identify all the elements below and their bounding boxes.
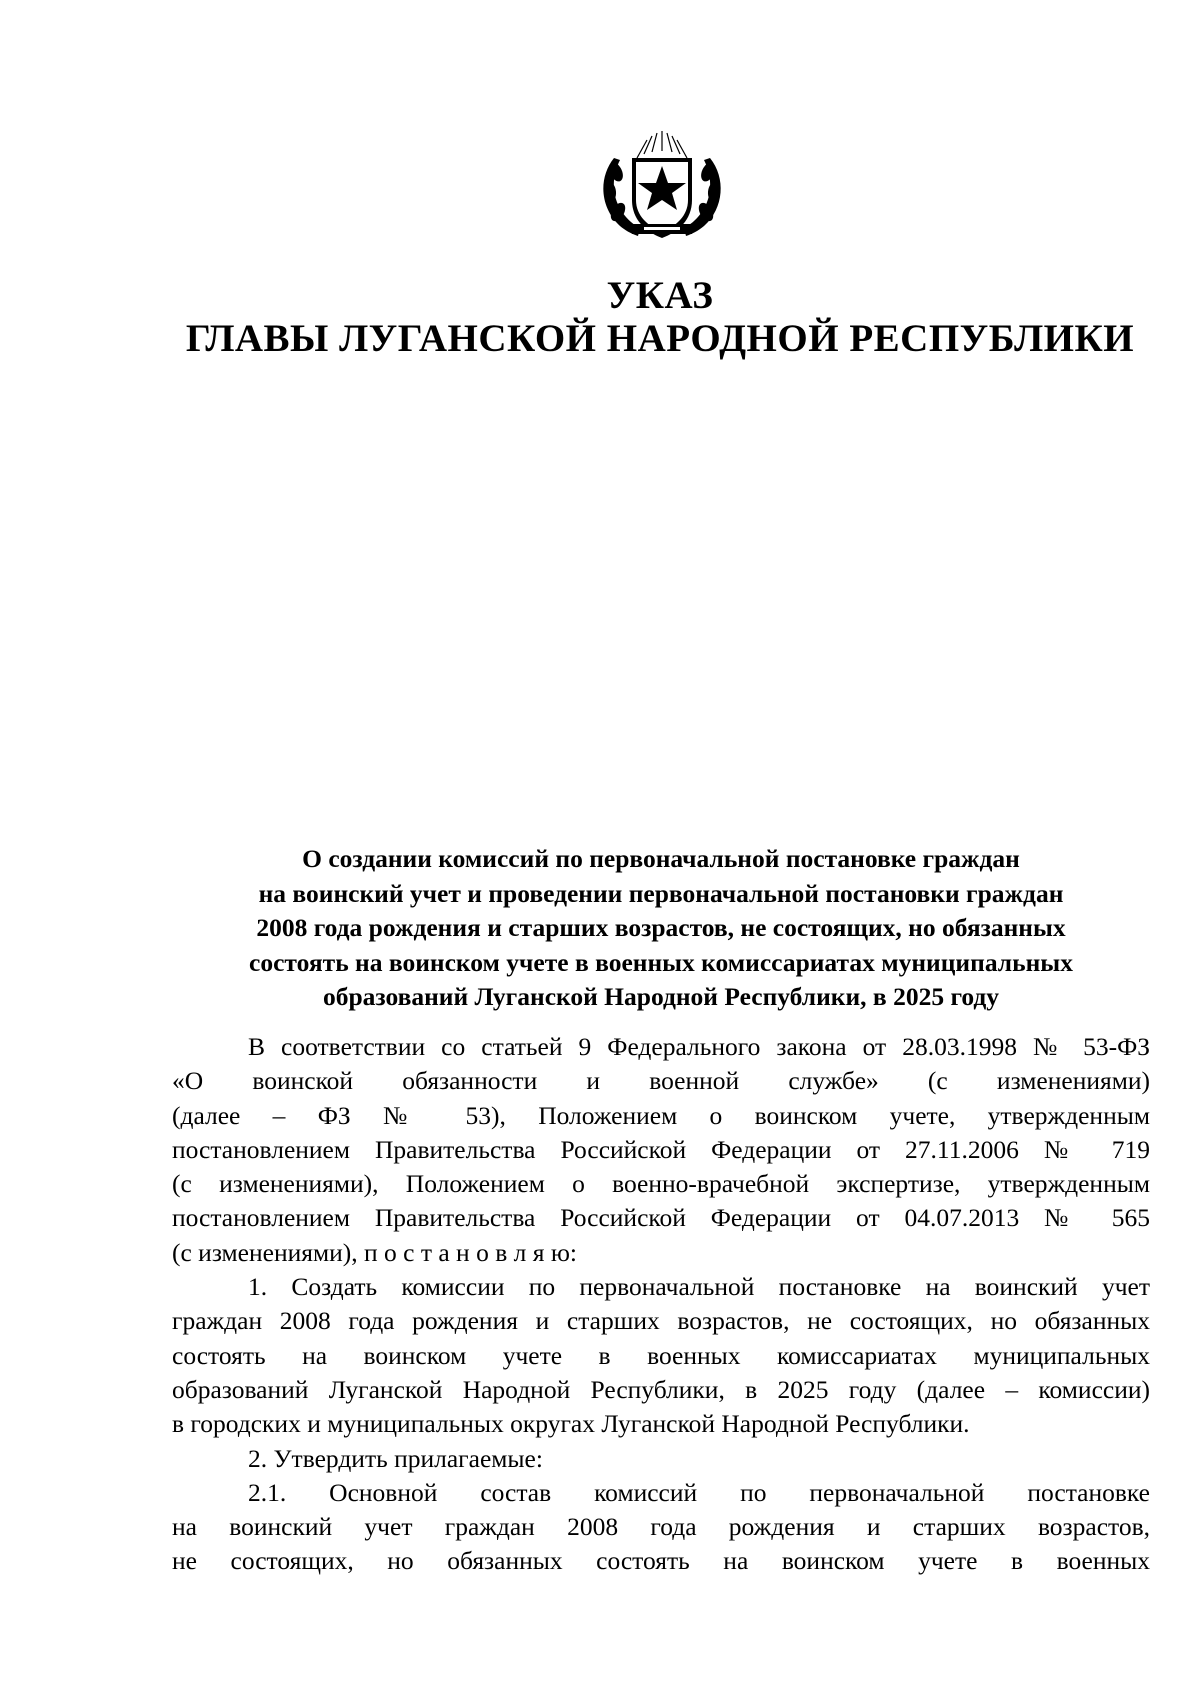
body-line: (далее – ФЗ № 53), Положением о воинском учете, утвержденным — [172, 1100, 1150, 1130]
heading-line: 2008 года рождения и старших возрастов, не состоящих, но обязанных — [256, 913, 1066, 942]
decree-title: УКАЗ — [606, 274, 714, 317]
heading-line: на воинский учет и проведении первоначальной постановки граждан — [258, 878, 1064, 908]
body-line: (с изменениями), п о с т а н о в л я ю: — [172, 1237, 577, 1267]
heading-line: состоять на воинском учете в военных комиссариатах муниципальных — [249, 947, 1073, 977]
body-line: (с изменениями), Положением о военно-врачебной экспертизе, утвержденным — [172, 1169, 1150, 1199]
document-body — [172, 1030, 1150, 1579]
body-line: В соответствии со статьей 9 Федерального закона от 28.03.1998 № 53-ФЗ — [248, 1032, 1150, 1061]
coat-of-arms-icon — [592, 128, 732, 248]
body-line: граждан 2008 года рождения и старших возрастов, не состоящих, но обязанных — [172, 1306, 1150, 1336]
body-line: постановлением Правительства Российской Федерации от 27.11.2006 № 719 — [172, 1134, 1150, 1164]
body-line: на воинский учет граждан 2008 года рождения и старших возрастов, — [172, 1512, 1150, 1542]
heading-line: образований Луганской Народной Республики, в 2025 году — [322, 982, 1000, 1011]
body-line: не состоящих, но обязанных состоять на воинском учете в военных — [172, 1546, 1150, 1576]
body-line: 1. Создать комиссии по первоначальной постановке на воинский учет — [248, 1272, 1150, 1302]
body-line: состоять на воинском учете в военных комиссариатах муниципальных — [172, 1340, 1150, 1370]
body-line: в городских и муниципальных округах Луганской Народной Республики. — [172, 1409, 970, 1439]
decree-issuer-title: ГЛАВЫ ЛУГАНСКОЙ НАРОДНОЙ РЕСПУБЛИКИ — [185, 317, 1135, 360]
body-line: образований Луганской Народной Республики, в 2025 году (далее – комиссии) — [172, 1374, 1150, 1404]
body-line: 2. Утвердить прилагаемые: — [248, 1443, 543, 1473]
body-line: постановлением Правительства Российской Федерации от 04.07.2013 № 565 — [172, 1203, 1150, 1233]
body-line: «О воинской обязанности и военной службе» (с изменениями) — [172, 1066, 1150, 1096]
document-heading — [170, 842, 1152, 1015]
heading-line: О создании комиссий по первоначальной постановке граждан — [302, 844, 1020, 873]
body-line: 2.1. Основной состав комиссий по первоначальной постановке — [248, 1477, 1150, 1507]
